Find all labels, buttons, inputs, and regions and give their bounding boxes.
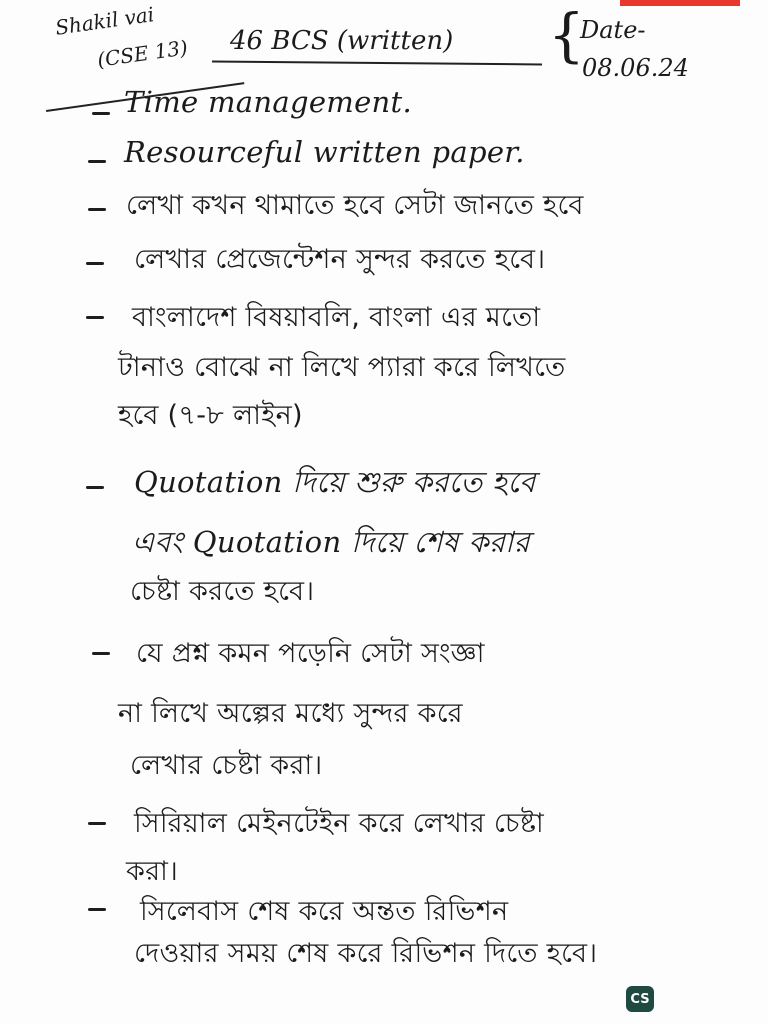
note-line: এবং Quotation দিয়ে শেষ করার [132,525,530,559]
note-line: না লিখে অল্পের মধ্যে সুন্দর করে [118,698,463,729]
note-line: যে প্রশ্ন কমন পড়েনি সেটা সংজ্ঞা [136,638,485,669]
note-line: সিলেবাস শেষ করে অন্তত রিভিশন [140,896,509,927]
note-line: Time management. [124,85,412,119]
page-title: 46 BCS (written) [230,26,454,56]
bullet-dash [92,112,110,115]
bullet-dash [88,208,106,211]
note-line: দেওয়ার সময় শেষ করে রিভিশন দিতে হবে। [134,938,598,969]
bullet-dash [92,652,110,655]
author-department: (CSE 13) [95,35,190,72]
note-line: Resourceful written paper. [124,135,525,169]
bullet-dash [88,822,106,825]
note-line: বাংলাদেশ বিষয়াবলি, বাংলা এর মতো [132,302,541,333]
note-line: Quotation দিয়ে শুরু করতে হবে [134,465,536,499]
author-name: Shakil vai [53,2,156,40]
bullet-dash [86,486,104,489]
note-line: টানাও বোঝে না লিখে প্যারা করে লিখতে [118,352,566,383]
camscanner-badge: CS [626,986,654,1012]
bullet-dash [88,160,106,163]
note-line: হবে (৭-৮ লাইন) [118,400,303,431]
note-line: চেষ্টা করতে হবে। [130,576,315,607]
note-line: করা। [126,856,179,887]
note-line: সিরিয়াল মেইনটেইন করে লেখার চেষ্টা [134,808,545,839]
note-line: লেখা কখন থামাতে হবে সেটা জানতে হবে [126,190,584,221]
red-accent-strip [620,0,740,6]
bullet-dash [88,908,106,911]
date-brace: { [548,1,585,69]
note-line: লেখার প্রেজেন্টেশন সুন্দর করতে হবে। [134,244,546,275]
date-label: Date- [580,16,646,44]
date-value: 08.06.24 [582,54,689,82]
bullet-dash [86,262,104,265]
bullet-dash [86,316,104,319]
title-underline [212,61,542,66]
note-line: লেখার চেষ্টা করা। [130,750,323,781]
